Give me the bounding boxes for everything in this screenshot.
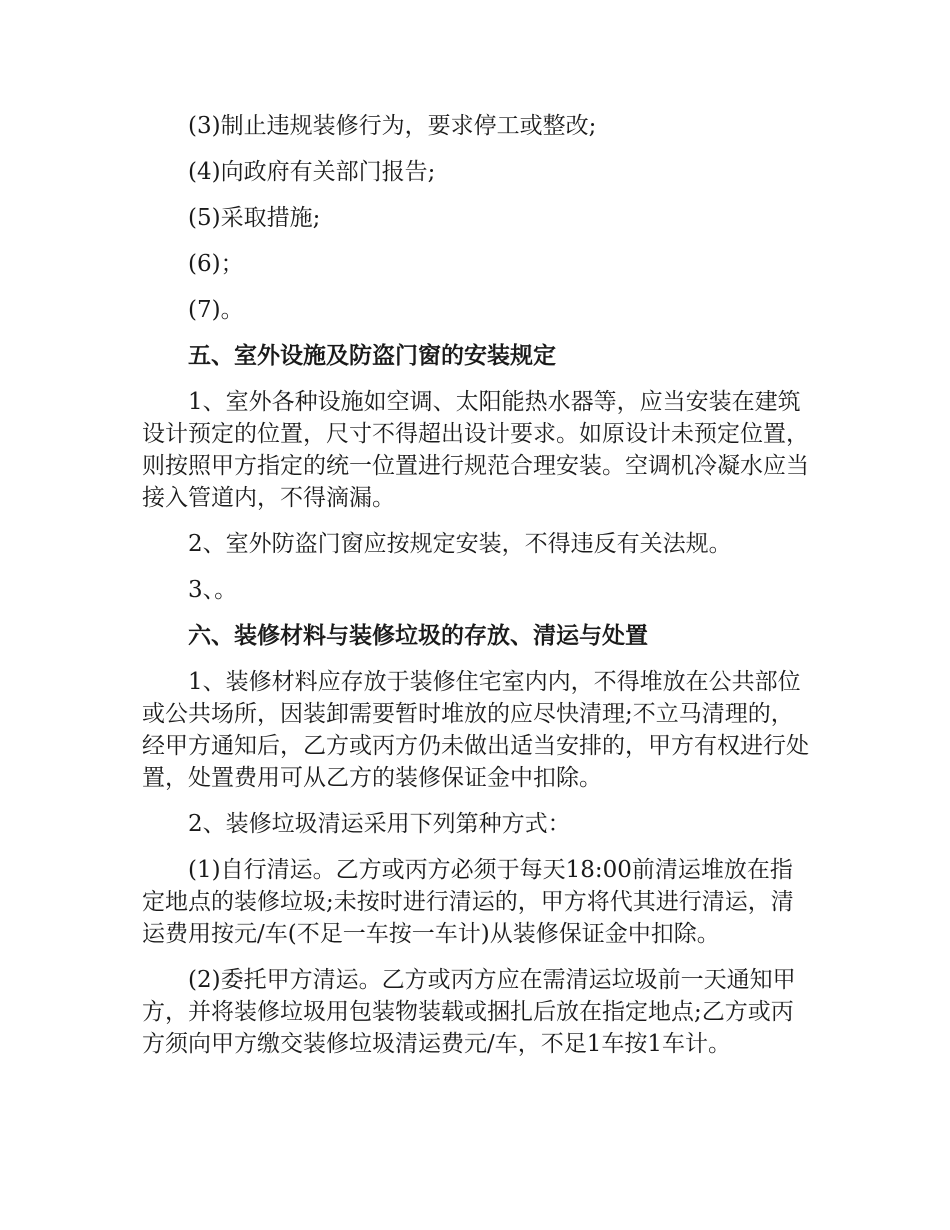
section-heading: 六、装修材料与装修垃圾的存放、清运与处置 [188, 623, 648, 649]
list-item: (7)。 [188, 297, 244, 323]
paragraph: 2、装修垃圾清运采用下列第种方式： [188, 811, 571, 837]
paragraph: 2、室外防盗门窗应按规定安装，不得违反有关法规。 [188, 531, 732, 557]
list-item: (6)； [188, 251, 244, 277]
list-item: (3)制止违规装修行为，要求停工或整改; [188, 113, 597, 139]
list-item: (4)向政府有关部门报告; [188, 159, 436, 185]
list-item: (5)采取措施; [188, 205, 321, 231]
document-page [142, 110, 814, 1074]
paragraph: (2)委托甲方清运。乙方或丙方应在需清运垃圾前一天通知甲方，并将装修垃圾用包装物装载或捆扎后放在指定地点;乙方或丙方须向甲方缴交装修垃圾清运费元/车，不足1车按1车计。 [142, 967, 796, 1057]
paragraph: 3、。 [188, 577, 238, 603]
paragraph: 1、室外各种设施如空调、太阳能热水器等，应当安装在建筑设计预定的位置，尺寸不得超出设计要求。如原设计未预定位置，则按照甲方指定的统一位置进行规范合理安装。空调机冷凝水应当接入管道内，不得滴漏。 [142, 389, 809, 511]
section-heading: 五、室外设施及防盗门窗的安装规定 [188, 343, 556, 369]
paragraph: 1、装修材料应存放于装修住宅室内内，不得堆放在公共部位或公共场所，因装卸需要暂时堆放的应尽快清理;不立马清理的，经甲方通知后，乙方或丙方仍未做出适当安排的，甲方有权进行处置，处置费用可从乙方的装修保证金中扣除。 [142, 669, 809, 791]
paragraph: (1)自行清运。乙方或丙方必须于每天18:00前清运堆放在指定地点的装修垃圾;未按时进行清运的，甲方将代其进行清运，清运费用按元/车(不足一车按一车计)从装修保证金中扣除。 [142, 857, 794, 947]
